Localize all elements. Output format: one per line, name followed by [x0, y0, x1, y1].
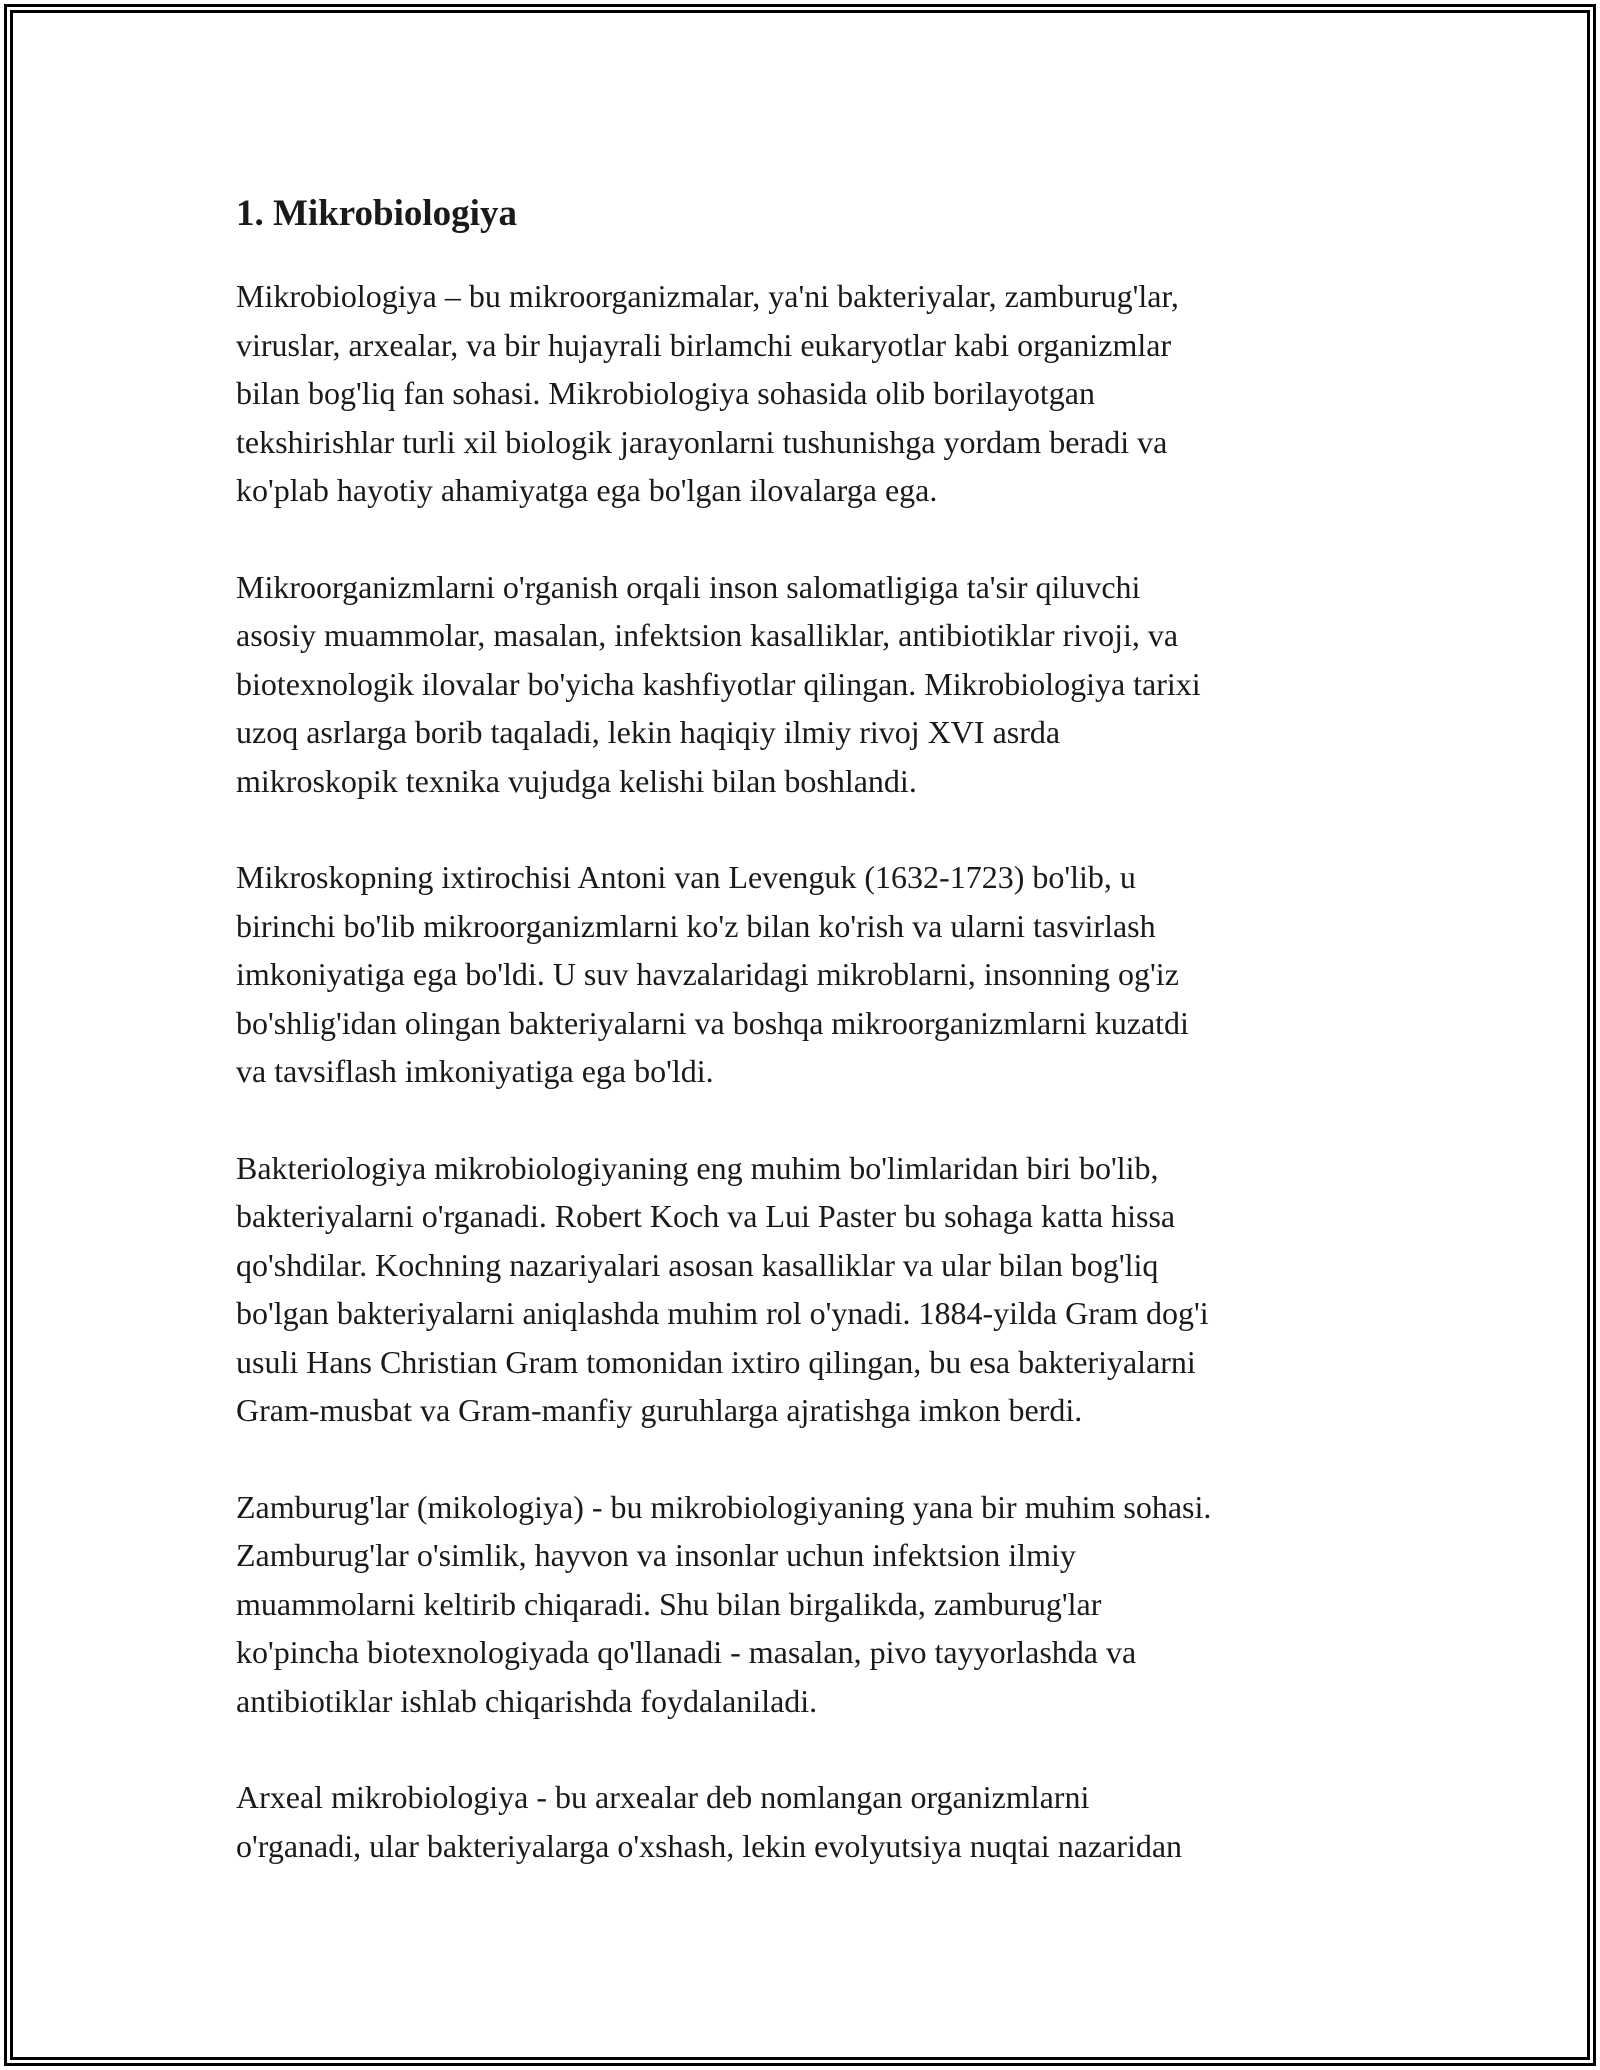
- paragraph-microscope: Mikroskopning ixtirochisi Antoni van Levenguk (1632-1723) bo'lib, u birinchi bo'lib mikroorganizmlarni ko'z bilan ko'rish va ularni tasvirlash imkoniyatiga ega bo'ldi. U suv havzalaridagi mikroblarni, insonning og'iz bo'shlig'idan olingan bakteriyalarni va boshqa mikroorganizmlarni kuzatdi va tavsiflash imkoniyatiga ega bo'ldi.: [236, 859, 1189, 1089]
- paragraph-bacteriology: Bakteriologiya mikrobiologiyaning eng muhim bo'limlaridan biri bo'lib, bakteriyalarni o'rganadi. Robert Koch va Lui Paster bu sohaga katta hissa qo'shdilar. Kochning nazariyalari asosan kasalliklar va ular bilan bog'liq bo'lgan bakteriyalarni aniqlashda muhim rol o'ynadi. 1884-yilda Gram dog'i usuli Hans Christian Gram tomonidan ixtiro qilingan, bu esa bakteriyalarni Gram-musbat va Gram-manfiy guruhlarga ajratishga imkon berdi.: [236, 1149, 1209, 1428]
- paragraph-introduction: Mikrobiologiya – bu mikroorganizmalar, ya'ni bakteriyalar, zamburug'lar, viruslar, arxealar, va bir hujayrali birlamchi eukaryotlar kabi organizmlar bilan bog'liq fan sohasi. Mikrobiologiya sohasida olib borilayotgan tekshirishlar turli xil biologik jarayonlarni tushunishga yordam beradi va ko'plab hayotiy ahamiyatga ega bo'lgan ilovalarga ega.: [236, 278, 1179, 508]
- paragraph-history: Mikroorganizmlarni o'rganish orqali inson salomatligiga ta'sir qiluvchi asosiy muammolar, masalan, infektsion kasalliklar, antibiotiklar rivoji, va biotexnologik ilovalar bo'yicha kashfiyotlar qilingan. Mikrobiologiya tarixi uzoq asrlarga borib taqaladi, lekin haqiqiy ilmiy rivoj XVI asrda mikroskopik texnika vujudga kelishi bilan boshlandi.: [236, 568, 1201, 799]
- document-body: [236, 186, 1366, 1918]
- document-title: 1. Mikrobiologiya: [236, 193, 517, 234]
- paragraph-archaea: Arxeal mikrobiologiya - bu arxealar deb nomlangan organizmlarni o'rganadi, ular bakteriyalarga o'xshash, lekin evolyutsiya nuqtai nazaridan: [236, 1779, 1183, 1864]
- paragraph-mycology: Zamburug'lar (mikologiya) - bu mikrobiologiyaning yana bir muhim sohasi. Zamburug'lar o'simlik, hayvon va insonlar uchun infektsion ilmiy muammolarni keltirib chiqaradi. Shu bilan birgalikda, zamburug'lar ko'pincha biotexnologiyada qo'llanadi - masalan, pivo tayyorlashda va antibiotiklar ishlab chiqarishda foydalaniladi.: [236, 1488, 1212, 1719]
